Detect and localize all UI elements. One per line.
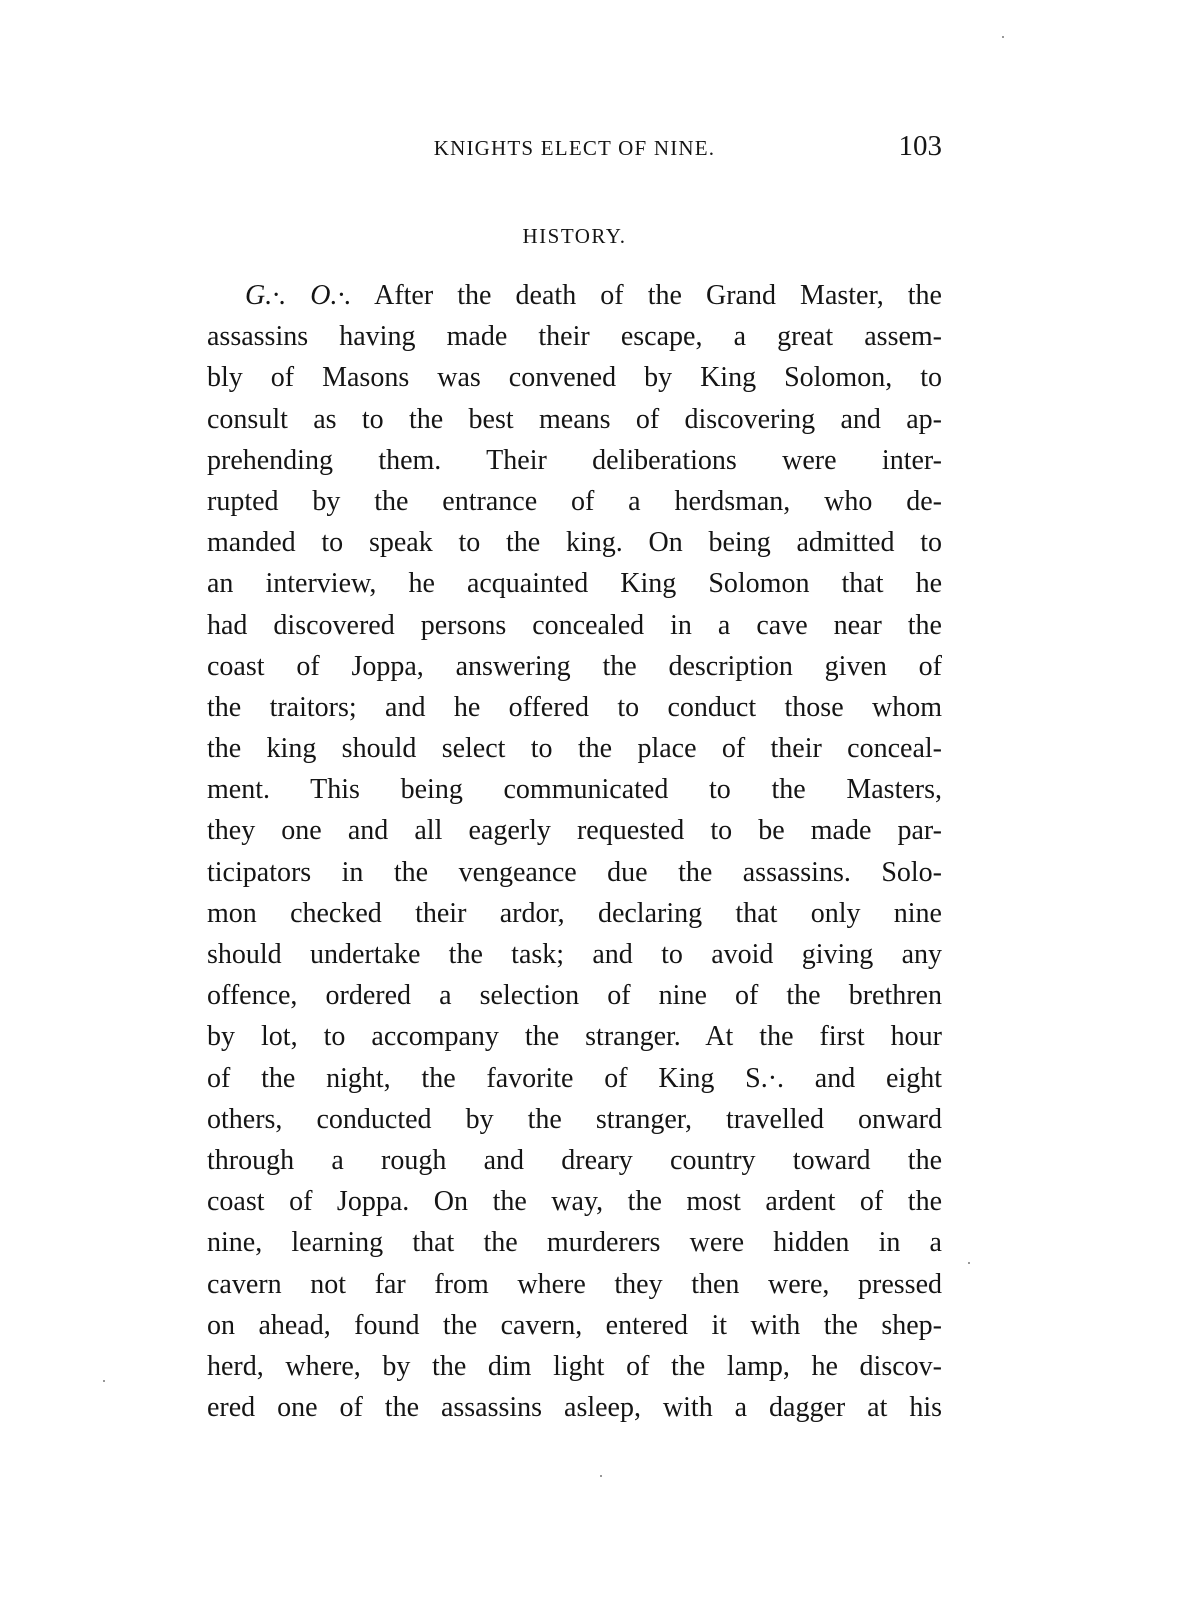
text-line: ment. This being communicated to the Masters, xyxy=(207,774,942,806)
text-line: of the night, the favorite of King S.·. and eight xyxy=(207,1062,942,1094)
text-line: consult as to the best means of discovering and ap- xyxy=(207,403,942,435)
text-line: cavern not far from where they then were, pressed xyxy=(207,1268,942,1300)
running-head xyxy=(207,130,942,170)
text-line: coast of Joppa, answering the description given of xyxy=(207,650,942,682)
text-line xyxy=(207,275,942,316)
text-line: mon checked their ardor, declaring that only nine xyxy=(207,897,942,929)
text-line: prehending them. Their deliberations were inter- xyxy=(207,444,942,476)
body-text xyxy=(207,275,942,1428)
text-line: coast of Joppa. On the way, the most ardent of the xyxy=(207,1186,942,1218)
text-line: on ahead, found the cavern, entered it with the shep- xyxy=(207,1309,942,1341)
text-line: they one and all eagerly requested to be made par- xyxy=(207,815,942,847)
scan-speck xyxy=(968,1262,970,1264)
text-line: bly of Masons was convened by King Solomon, to xyxy=(207,362,942,394)
text-line: had discovered persons concealed in a cave near the xyxy=(207,609,942,641)
text-line: assassins having made their escape, a great assem- xyxy=(207,321,942,353)
scan-speck xyxy=(103,1380,105,1382)
text-line: should undertake the task; and to avoid giving any xyxy=(207,939,942,970)
text-line: others, conducted by the stranger, travelled onward xyxy=(207,1103,942,1135)
scan-speck xyxy=(1002,36,1004,38)
text-line: the traitors; and he offered to conduct those whom xyxy=(207,691,942,723)
section-heading: HISTORY. xyxy=(522,224,627,248)
running-title: KNIGHTS ELECT OF NINE. xyxy=(433,136,716,160)
text-line: offence, ordered a selection of nine of the brethren xyxy=(207,980,942,1012)
text-line: through a rough and dreary country toward the xyxy=(207,1144,942,1176)
text-line: an interview, he acquainted King Solomon that he xyxy=(207,568,942,600)
text-line: ticipators in the vengeance due the assassins. Solo- xyxy=(207,856,942,888)
page-number: 103 xyxy=(898,130,942,162)
scan-speck xyxy=(600,1475,602,1477)
text-line-rest: After the death of the Grand Master, the xyxy=(374,280,942,311)
text-line: ered one of the assassins asleep, with a dagger at his xyxy=(207,1392,942,1424)
text-line: rupted by the entrance of a herdsman, who de- xyxy=(207,485,942,517)
text-line: by lot, to accompany the stranger. At the first hour xyxy=(207,1021,942,1053)
text-line: the king should select to the place of their conceal- xyxy=(207,733,942,765)
text-line: nine, learning that the murderers were hidden in a xyxy=(207,1227,942,1259)
text-line: herd, where, by the dim light of the lamp, he discov- xyxy=(207,1350,942,1382)
text-line: manded to speak to the king. On being admitted to xyxy=(207,527,942,559)
speaker-abbreviation: G.·. O.·. xyxy=(245,280,352,311)
